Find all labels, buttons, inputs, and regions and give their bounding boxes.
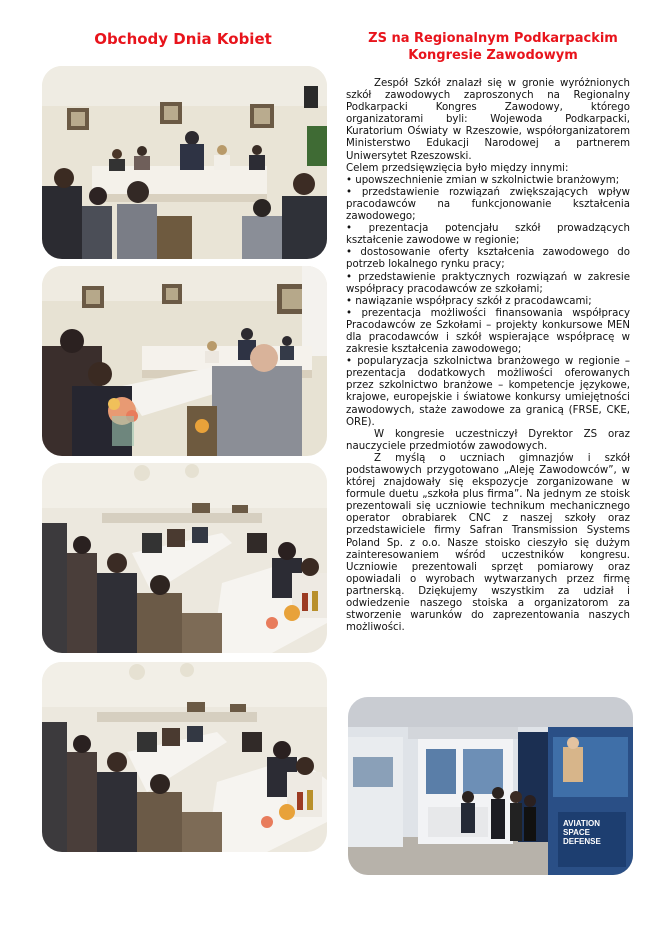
booth-banner-text: AVIATION SPACE DEFENSE [563,819,601,846]
photo-celebration-1 [42,66,327,259]
article-paragraph: W kongresie uczestniczył Dyrektor ZS oraz nauczyciele przedmiotów zawodowych. [346,428,630,452]
bullet-item: • przedstawienie praktycznych rozwiązań w zakresie współpracy pracodawców ze szkołami; [346,271,630,295]
bullet-item: • przedstawienie rozwiązań zwiększających wpływ pracodawców na funkcjonowanie kształcenia zawodowego; [346,186,630,223]
right-title-line-1: ZS na Regionalnym Podkarpackim [368,31,618,46]
bullet-item: • prezentacja potencjału szkół prowadzących kształcenie zawodowe w regionie; [346,223,630,247]
bullet-item: • popularyzacja szkolnictwa branżowego w regionie – prezentacja dodatkowych możliwości oferowanych przez szkolnictwo branżowe – kompetencje językowe, krajowe, europejskie i światowe konkursy umiejętności zawodowych, staże zawodowe za granicą (FRSE, CKE, ORE). [346,356,630,428]
left-column-title: Obchody Dnia Kobiet [94,30,272,48]
article-body [346,78,630,634]
photo-celebration-3 [42,463,327,653]
photo-celebration-4 [42,662,327,852]
right-title-line-2: Kongresie Zawodowym [408,48,578,63]
photo-celebration-2 [42,266,327,456]
bullet-item: • dostosowanie oferty kształcenia zawodowego do potrzeb lokalnego rynku pracy; [346,247,630,271]
article-paragraph: Zespół Szkół znalazł się w gronie wyróżnionych szkół zawodowych zaproszonych na Regionalny Podkarpacki Kongres Zawodowy, którego organizatorami byli: Wojewoda Podkarpacki, Kuratorium Oświaty w Rzeszowie, współorganizatorem Ministerstwo Edukacji Narodowej a partnerem Uniwersytet Rzeszowski. [346,78,630,162]
right-column-title [348,30,638,64]
bullet-item: • nawiązanie współpracy szkół z pracodawcami; [346,295,592,307]
bullet-item: • upowszechnienie zmian w szkolnictwie branżowym; [346,174,620,186]
article-paragraph: Celem przedsięwzięcia było między innymi: [346,162,569,174]
article-paragraph: Z myślą o uczniach gimnazjów i szkół podstawowych przygotowano „Aleję Zawodowców”, w której znajdowały się ekspozycje zorganizowane w formule duetu „szkoła plus firma”. Na jednym ze stoisk prezentowali się uczniowie technikum mechanicznego operator obrabiarek CNC z naszej szkoły oraz przedstawiciele firmy Safran Transmission Systems Poland Sp. z o.o. Nasze stoisko cieszyło się dużym zainteresowaniem wśród uczestników kongresu. Uczniowie prezentowali sprzęt pomiarowy oraz opowiadali o wyrobach wytwarzanych przez firmę partnerską. Dziękujemy wszystkim za udział i odwiedzenie naszego stoiska a organizatorom za stworzenie warunków do zaprezentowania naszych możliwości. [346,452,630,634]
photo-congress-booth [348,697,633,875]
bullet-item: • prezentacja możliwości finansowania współpracy Pracodawców ze Szkołami – projekty konkursowe MEN dla pracodawców i szkół wspierające współpracę w zakresie kształcenia zawodowego; [346,307,630,356]
